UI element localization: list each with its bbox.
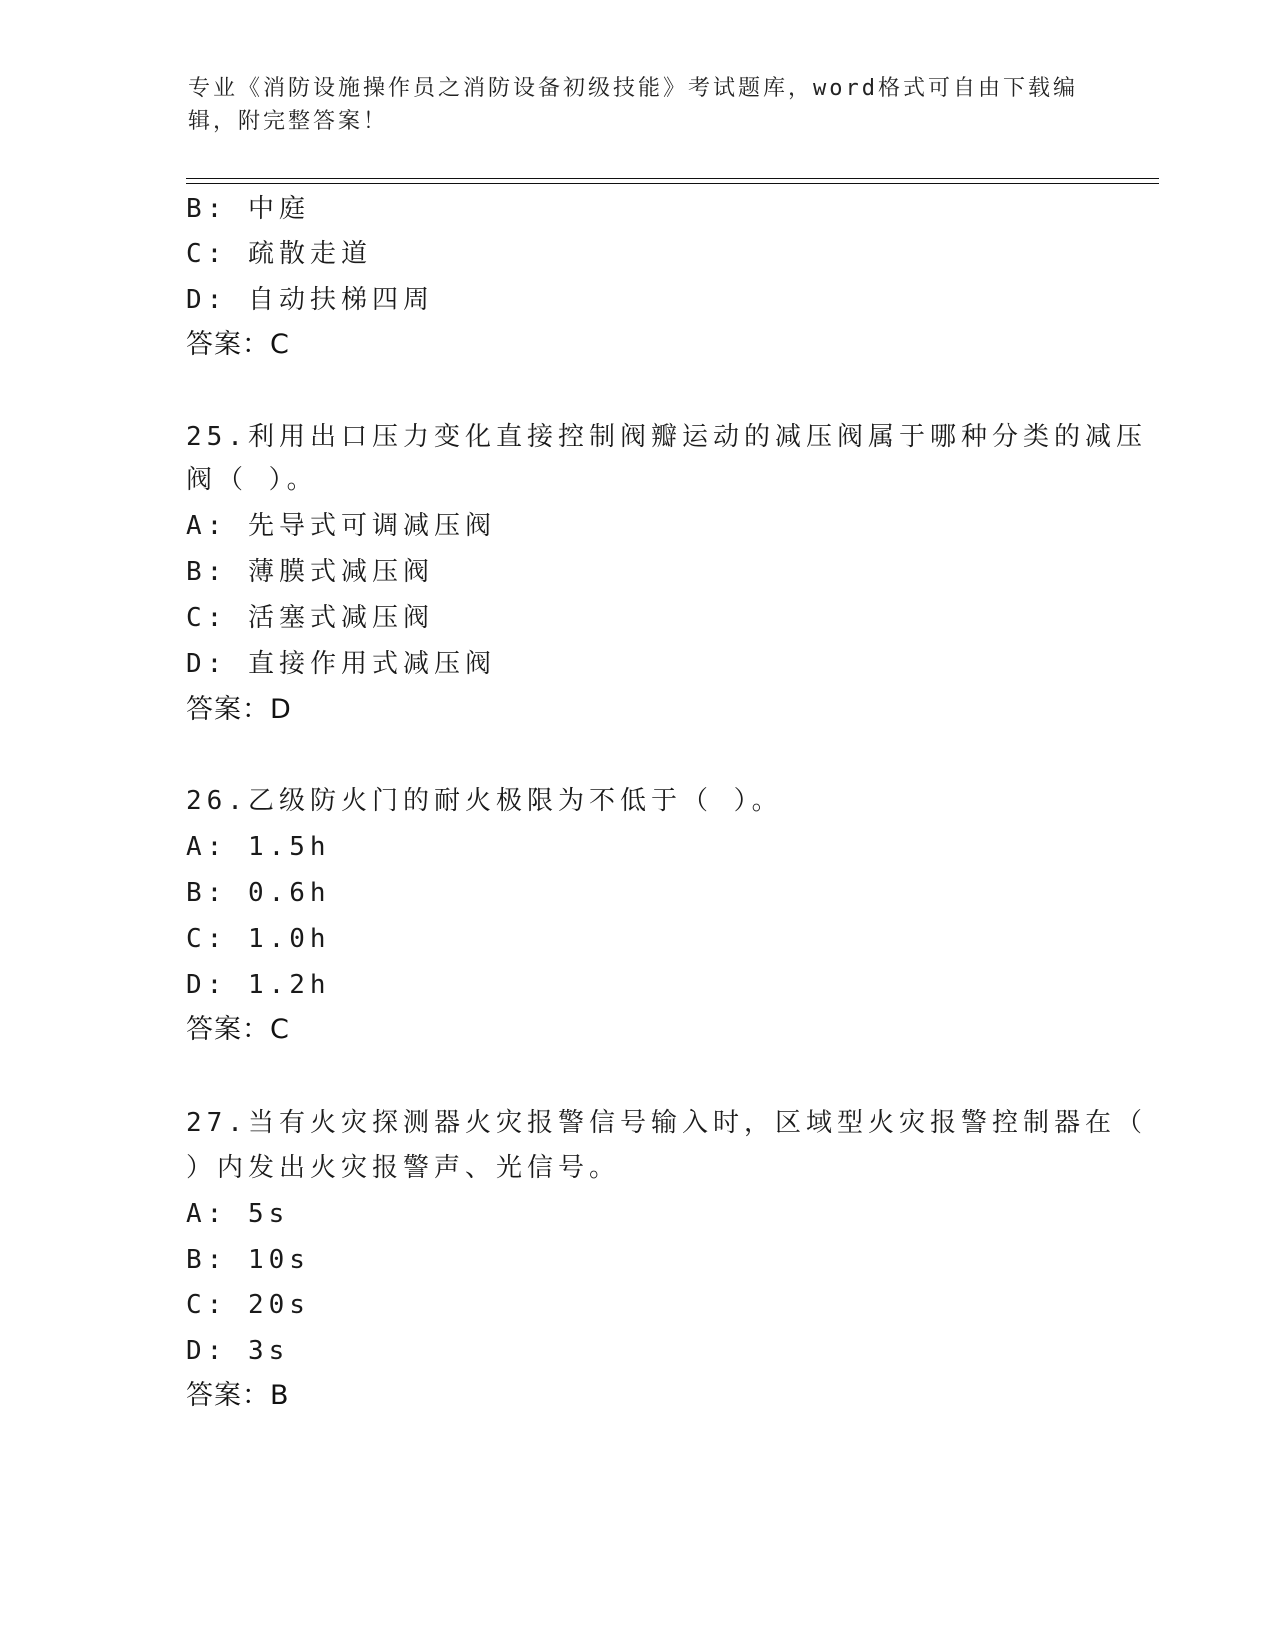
answer-label: 答案：D <box>186 694 292 725</box>
option-c: C: 疏散走道 <box>186 239 372 269</box>
option-d: D: 自动扶梯四周 <box>186 285 434 315</box>
option-b: B: 中庭 <box>186 194 310 224</box>
document-header <box>188 72 1088 138</box>
header-divider-bottom <box>186 183 1159 184</box>
question-text: 26.乙级防火门的耐火极限为不低于（ ）。 <box>186 786 783 816</box>
option-a: A: 先导式可调减压阀 <box>186 511 496 541</box>
option-c: C: 20s <box>186 1290 310 1320</box>
answer-label: 答案：B <box>186 1380 290 1411</box>
answer-label: 答案：C <box>186 1014 290 1045</box>
option-c: C: 1.0h <box>186 924 331 954</box>
option-d: D: 直接作用式减压阀 <box>186 649 496 679</box>
question-text: 27.当有火灾探测器火灾报警信号输入时，区域型火灾报警控制器在（ <box>186 1108 1147 1138</box>
header-line-1: 专业《消防设施操作员之消防设备初级技能》考试题库，word格式可自由下载编 <box>188 76 1078 101</box>
question-text: 25.利用出口压力变化直接控制阀瓣运动的减压阀属于哪种分类的减压 <box>186 422 1147 452</box>
option-d: D: 1.2h <box>186 970 331 1000</box>
option-a: A: 1.5h <box>186 832 331 862</box>
option-b: B: 10s <box>186 1245 310 1275</box>
header-divider-top <box>186 178 1159 179</box>
option-d: D: 3s <box>186 1336 290 1366</box>
question-text-cont: 阀（ ）。 <box>186 465 318 495</box>
option-c: C: 活塞式减压阀 <box>186 603 434 633</box>
option-b: B: 0.6h <box>186 878 331 908</box>
answer-label: 答案：C <box>186 329 290 360</box>
option-a: A: 5s <box>186 1199 290 1229</box>
question-text-cont: ）内发出火灾报警声、光信号。 <box>186 1153 621 1183</box>
option-b: B: 薄膜式减压阀 <box>186 557 434 587</box>
header-line-2: 辑，附完整答案！ <box>188 109 389 134</box>
